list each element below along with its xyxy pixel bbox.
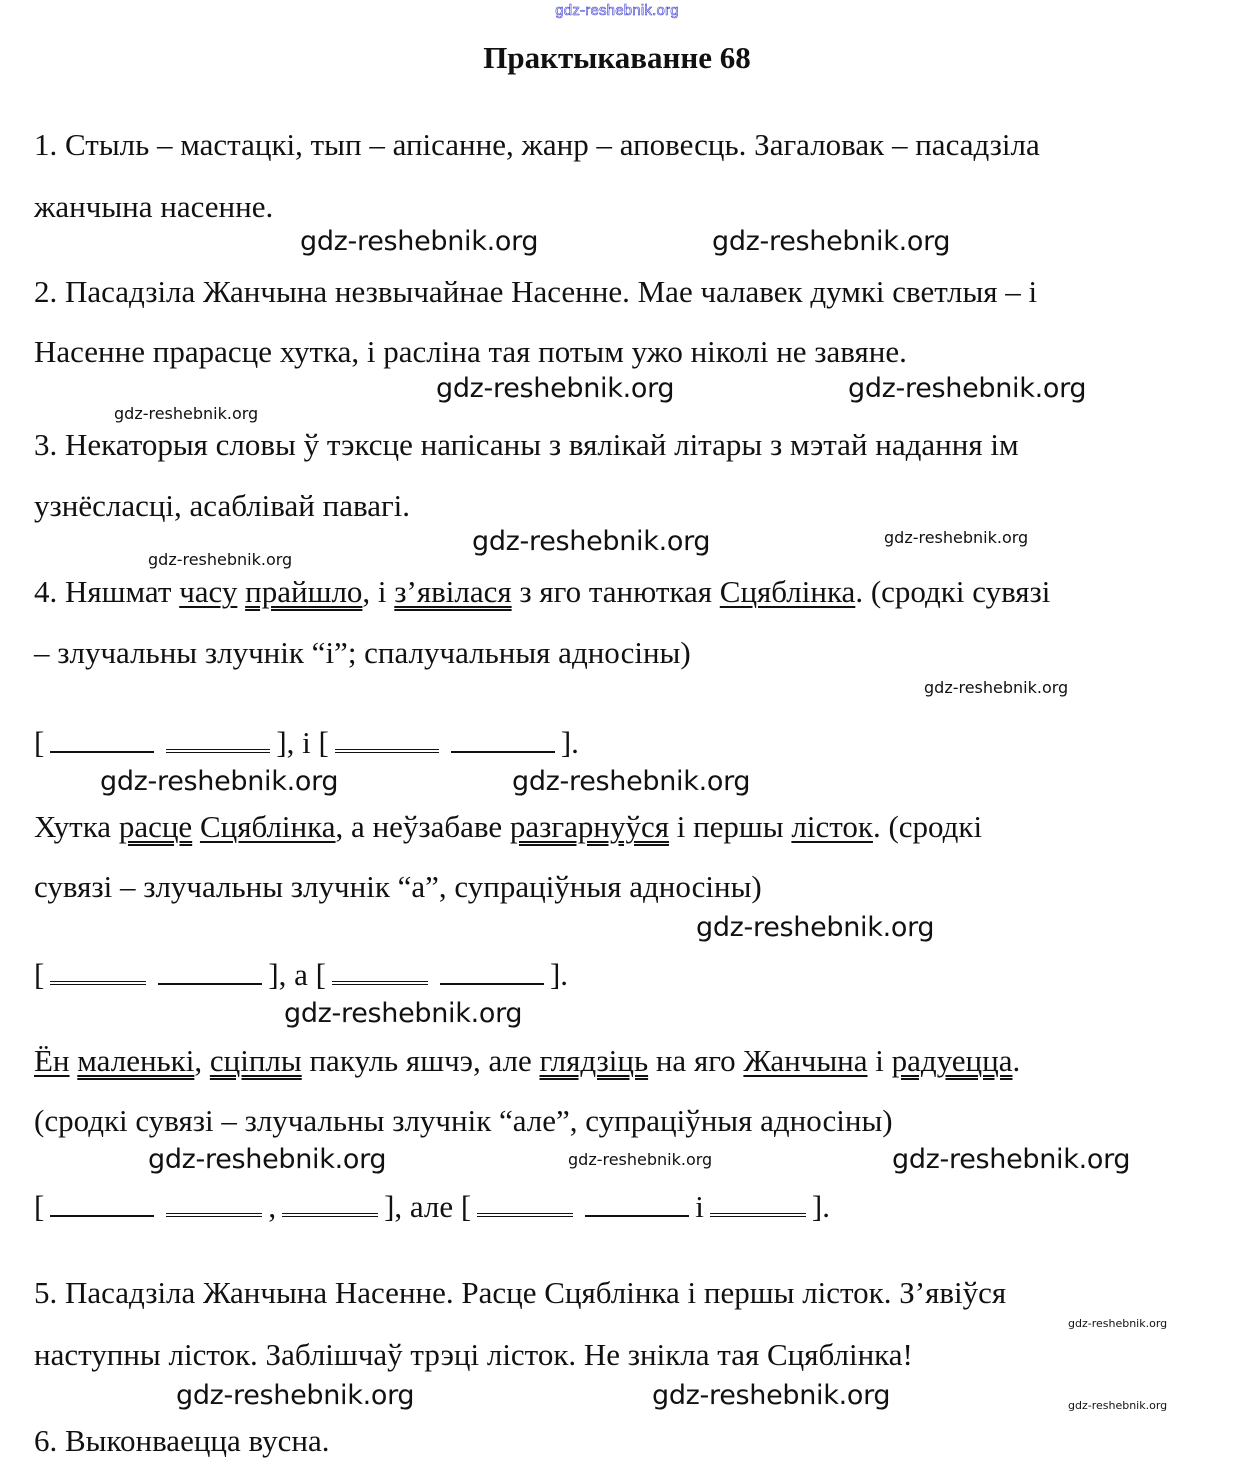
text-fragment: .: [1012, 1043, 1021, 1078]
predicate-line: [166, 739, 270, 753]
text-fragment: Хутка: [34, 809, 119, 844]
text-fragment: . (сродкі: [872, 809, 983, 844]
header-watermark: gdz-reshebnik.org: [555, 2, 679, 19]
text-fragment: , а неўзабаве: [335, 809, 510, 844]
item-4-schema-1: [34, 724, 579, 762]
item-2-line-2: Насенне прарасце хутка, і расліна тая потым ужо ніколі не завяне.: [34, 334, 907, 369]
predicate-line: [166, 1203, 262, 1217]
item-2-line-1: 2. Пасадзіла Жанчына незвычайнае Насенне. Мае чалавек думкі светлыя – і: [34, 274, 1038, 309]
text-fragment: [192, 809, 200, 844]
bracket-close: ].: [560, 725, 579, 760]
item-1-line-2: жанчына насенне.: [34, 189, 274, 224]
item-4-schema-2: [34, 956, 568, 994]
underlined-word: Жанчына: [743, 1043, 868, 1078]
subject-line: [585, 1205, 689, 1217]
underlined-word: часу: [179, 574, 238, 609]
watermark: gdz-reshebnik.org: [924, 678, 1069, 697]
text-fragment: пакуль яшчэ, але: [301, 1043, 540, 1078]
double-underlined-word: радуецца: [891, 1043, 1013, 1078]
subject-line: [158, 973, 262, 985]
text-fragment: , і: [362, 574, 395, 609]
item-4-sentence-1: [34, 573, 1050, 611]
subject-line: [50, 1205, 154, 1217]
item-1-line-1: 1. Стыль – мастацкі, тып – апісанне, жанр – аповесць. Загаловак – пасадзіла: [34, 127, 1040, 162]
conjunction-and: і: [695, 1189, 704, 1224]
item-4-sentence-3-note: (сродкі сувязі – злучальны злучнік “але”, супраціўныя адносіны): [34, 1103, 893, 1138]
double-underlined-word: маленькі: [77, 1043, 195, 1078]
text-fragment: . (сродкі сувязі: [855, 574, 1051, 609]
watermark: gdz-reshebnik.org: [100, 766, 339, 797]
item-4-sentence-2-note: сувязі – злучальны злучнік “а”, супраціўныя адносіны): [34, 869, 762, 904]
text-fragment: і першы: [668, 809, 792, 844]
double-underlined-word: з’явілася: [394, 574, 512, 609]
watermark: gdz-reshebnik.org: [148, 550, 293, 569]
subject-line: [50, 741, 154, 753]
underlined-word: Сцяблінка: [199, 809, 336, 844]
text-fragment: ,: [194, 1043, 210, 1078]
predicate-line: [332, 971, 428, 985]
watermark: gdz-reshebnik.org: [472, 526, 711, 557]
watermark: gdz-reshebnik.org: [1068, 1317, 1168, 1330]
text-fragment: 4. Няшмат: [34, 574, 180, 609]
watermark: gdz-reshebnik.org: [696, 912, 935, 943]
watermark: gdz-reshebnik.org: [114, 404, 259, 423]
double-underlined-word: прайшло: [245, 574, 363, 609]
double-underlined-word: сціплы: [209, 1043, 302, 1078]
item-6-line-1: 6. Выконваецца вусна.: [34, 1423, 330, 1458]
predicate-line: [335, 739, 439, 753]
watermark: gdz-reshebnik.org: [892, 1144, 1131, 1175]
conjunction-part: ], а [: [268, 957, 326, 992]
bracket-open: [: [34, 1189, 45, 1224]
underlined-word: Сцяблінка: [719, 574, 856, 609]
watermark: gdz-reshebnik.org: [712, 226, 951, 257]
comma: ,: [268, 1189, 277, 1224]
watermark: gdz-reshebnik.org: [568, 1150, 713, 1169]
item-4-sentence-2: [34, 808, 982, 846]
item-3-line-2: узнёсласці, асаблівай павагі.: [34, 488, 411, 523]
text-fragment: [237, 574, 245, 609]
double-underlined-word: глядзіць: [539, 1043, 649, 1078]
watermark: gdz-reshebnik.org: [848, 373, 1087, 404]
item-4-schema-3: [34, 1188, 830, 1226]
watermark: gdz-reshebnik.org: [652, 1380, 891, 1411]
text-fragment: з яго танюткая: [511, 574, 720, 609]
item-5-line-1: 5. Пасадзіла Жанчына Насенне. Расце Сцяблінка і першы лісток. З’явіўся: [34, 1275, 1007, 1310]
predicate-line: [50, 971, 146, 985]
bracket-close: ].: [811, 1189, 830, 1224]
watermark: gdz-reshebnik.org: [512, 766, 751, 797]
predicate-line: [710, 1203, 806, 1217]
underlined-word: лісток: [791, 809, 873, 844]
item-3-line-1: 3. Некаторыя словы ў тэксце напісаны з вялікай літары з мэтай надання ім: [34, 427, 1019, 462]
predicate-line: [282, 1203, 378, 1217]
item-4-sentence-1-note: – злучальны злучнік “і”; спалучальныя адносіны): [34, 635, 691, 670]
text-fragment: і: [867, 1043, 892, 1078]
watermark: gdz-reshebnik.org: [176, 1380, 415, 1411]
underlined-word: Ён: [34, 1043, 70, 1078]
page-title: Практыкаванне 68: [483, 40, 751, 75]
watermark: gdz-reshebnik.org: [436, 373, 675, 404]
double-underlined-word: разгарнуўся: [509, 809, 669, 844]
watermark: gdz-reshebnik.org: [300, 226, 539, 257]
item-5-line-2: наступны лісток. Заблішчаў трэці лісток. Не знікла тая Сцяблінка!: [34, 1337, 913, 1372]
subject-line: [440, 973, 544, 985]
double-underlined-word: расце: [118, 809, 193, 844]
watermark: gdz-reshebnik.org: [148, 1144, 387, 1175]
watermark: gdz-reshebnik.org: [884, 528, 1029, 547]
subject-line: [451, 741, 555, 753]
bracket-close: ].: [549, 957, 569, 992]
watermark: gdz-reshebnik.org: [284, 998, 523, 1029]
predicate-line: [477, 1203, 573, 1217]
text-fragment: на яго: [648, 1043, 744, 1078]
bracket-open: [: [34, 957, 45, 992]
bracket-open: [: [34, 725, 45, 760]
conjunction-part: ], і [: [276, 725, 329, 760]
item-4-sentence-3: [34, 1042, 1020, 1080]
conjunction-part: ], але [: [384, 1189, 472, 1224]
watermark: gdz-reshebnik.org: [1068, 1399, 1168, 1412]
